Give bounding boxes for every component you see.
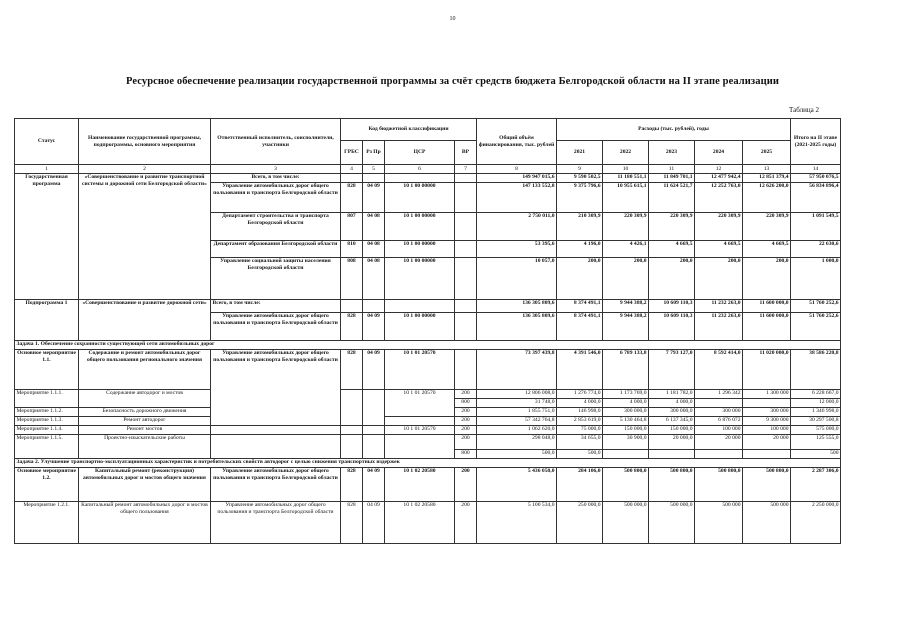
row-csr: 10 1 02 20580	[385, 501, 455, 543]
row-vr: 200	[455, 407, 477, 416]
row-2023: 220 309,9	[649, 212, 695, 240]
row-2024: 4 669,5	[695, 240, 743, 257]
row-itogo: 2 250 000,0	[791, 501, 841, 543]
row-2021: 1 276 774,0	[557, 389, 603, 398]
row-2022: 300 000,0	[603, 407, 649, 416]
row-grbs: 828	[341, 182, 363, 212]
row-rz: 04 09	[363, 467, 385, 501]
row-2025: 500 000	[743, 501, 791, 543]
col-number: 1	[15, 165, 79, 174]
row-csr: 10 1 00 00000	[385, 257, 455, 299]
row-2024: 1 296 342	[695, 389, 743, 398]
col-number: 9	[557, 165, 603, 174]
row-status: Подпрограмма 1	[15, 299, 79, 340]
row-itogo: 22 630,6	[791, 240, 841, 257]
row-itogo: 500	[791, 449, 841, 458]
row-2025: 500 800,0	[743, 467, 791, 501]
row-vr: 200	[455, 467, 477, 501]
row-2021: 9 375 796,6	[557, 182, 603, 212]
task-2-title: Задача 2. Улучшение транспортно-эксплуатационных характеристик и потребительских свойств автодорог с целью снижения транспортных издержек	[15, 458, 841, 467]
row-itogo: 1 000,0	[791, 257, 841, 299]
row-grbs: 828	[341, 312, 363, 340]
row-itogo: 56 834 896,4	[791, 182, 841, 212]
col-number: 2	[79, 165, 211, 174]
row-total: 57 342 764,8	[477, 416, 557, 425]
row-name: Содержание автодорог и мостов	[79, 389, 211, 407]
row-itogo: 30 297 500,8	[791, 416, 841, 425]
row-status: Основное мероприятие 1.2.	[15, 467, 79, 501]
resource-table	[14, 118, 841, 544]
header-name: Наименование государственной программы, подпрограммы, основного мероприятия	[79, 119, 211, 165]
row-2022: 11 180 551,1	[603, 173, 649, 182]
row-2024: 20 000	[695, 434, 743, 449]
row-2023: 10 609 110,3	[649, 299, 695, 312]
row-csr: 10 1 01 20570	[385, 349, 455, 389]
row-grbs: 828	[341, 349, 363, 389]
row-2025: 11 600 000,0	[743, 312, 791, 340]
header-csr: ЦСР	[385, 141, 455, 165]
row-2022: 220 309,9	[603, 212, 649, 240]
row-2023: 10 609 110,3	[649, 312, 695, 340]
header-status: Статус	[15, 119, 79, 165]
row-2024: 500 000	[695, 501, 743, 543]
row-status: Государственная программа	[15, 173, 79, 299]
row-2021: 2 853 619,0	[557, 416, 603, 425]
row-2025: 20 000	[743, 434, 791, 449]
row-vr: 800	[455, 449, 477, 458]
row-2025: 4 669,5	[743, 240, 791, 257]
row-grbs: 808	[341, 257, 363, 299]
row-itogo: 38 586 220,8	[791, 349, 841, 389]
column-numbers-row	[15, 165, 841, 174]
row-vr: 800	[455, 398, 477, 407]
row-2021: 9 590 502,5	[557, 173, 603, 182]
row-2022: 1 173 769,0	[603, 389, 649, 398]
row-2023: 200,0	[649, 257, 695, 299]
row-2022: 9 944 388,2	[603, 299, 649, 312]
row-total: 73 397 439,8	[477, 349, 557, 389]
row-2021: 34 655,0	[557, 434, 603, 449]
row-2024: 11 232 263,0	[695, 312, 743, 340]
header-2023: 2023	[649, 141, 695, 165]
header-itogo: Итого на II этапе (2021-2025 годы)	[791, 119, 841, 165]
row-executor: Департамент образования Белгородской области	[211, 240, 341, 257]
col-number: 5	[363, 165, 385, 174]
row-csr: 10 1 00 00000	[385, 212, 455, 240]
row-2025: 300 000	[743, 407, 791, 416]
row-total: 5 100 534,0	[477, 501, 557, 543]
row-2022: 500 000,0	[603, 501, 649, 543]
table-row	[15, 173, 841, 182]
row-csr: 10 1 01 20570	[385, 425, 455, 434]
row-rz: 04 08	[363, 240, 385, 257]
row-2022: 10 955 615,1	[603, 182, 649, 212]
row-name: Ремонт автодорог	[79, 416, 211, 425]
row-2023: 6 137 345,0	[649, 416, 695, 425]
row-2022: 200,0	[603, 257, 649, 299]
row-total: 1 062 620,0	[477, 425, 557, 434]
row-status: Мероприятие 1.1.2.	[15, 407, 79, 416]
row-grbs: 810	[341, 240, 363, 257]
row-itogo: 6 228 667,0	[791, 389, 841, 398]
row-total: 147 133 552,0	[477, 182, 557, 212]
row-name: Капитальный ремонт автомобильных дорог и мостов общего пользования	[79, 501, 211, 543]
row-total: 136 305 809,6	[477, 312, 557, 340]
row-2022: 9 944 388,2	[603, 312, 649, 340]
row-2023: 1 181 782,0	[649, 389, 695, 398]
row-itogo: 2 287 306,0	[791, 467, 841, 501]
row-2024: 12 252 763,0	[695, 182, 743, 212]
row-2021: 210 309,9	[557, 212, 603, 240]
row-2025: 11 600 000,0	[743, 299, 791, 312]
row-2025: 9 300 000	[743, 416, 791, 425]
row-2023: 4 669,5	[649, 240, 695, 257]
header-executor: Ответственный исполнитель, соисполнители, участники	[211, 119, 341, 165]
row-vr: 200	[455, 416, 477, 425]
row-2025: 200,0	[743, 257, 791, 299]
row-2022: 4 000,0	[603, 398, 649, 407]
row-2022: 5 130 464,8	[603, 416, 649, 425]
row-2021: 4 000,0	[557, 398, 603, 407]
row-2021: 200,0	[557, 257, 603, 299]
row-2025: 12 626 200,0	[743, 182, 791, 212]
table-row	[15, 389, 841, 398]
row-2024: 100 000	[695, 425, 743, 434]
row-total: 1 855 751,0	[477, 407, 557, 416]
row-status: Мероприятие 1.2.1.	[15, 501, 79, 543]
row-2021: 8 374 491,1	[557, 312, 603, 340]
row-itogo: 1 091 549,5	[791, 212, 841, 240]
row-name: Содержание и ремонт автомобильных дорог общего пользования регионального значения	[79, 349, 211, 389]
col-number: 7	[455, 165, 477, 174]
row-2023: 500 800,0	[649, 467, 695, 501]
task-1-title: Задача 1. Обеспечение сохранности существующей сети автомобильных дорог	[15, 340, 841, 349]
col-number: 6	[385, 165, 455, 174]
row-itogo: 57 950 076,5	[791, 173, 841, 182]
row-total: 10 057,0	[477, 257, 557, 299]
task-row	[15, 340, 841, 349]
row-rz: 04 09	[363, 182, 385, 212]
row-executor: Управление автомобильных дорог общего пользования и транспорта Белгородской области	[211, 501, 341, 543]
row-total: 31 748,0	[477, 398, 557, 407]
row-itogo: 51 760 252,6	[791, 312, 841, 340]
row-2023: 150 000,0	[649, 425, 695, 434]
row-rz: 04 09	[363, 501, 385, 543]
row-2023: 7 793 127,0	[649, 349, 695, 389]
row-2023: 4 000,0	[649, 398, 695, 407]
row-2023: 300 000,0	[649, 407, 695, 416]
row-2024: 300 000	[695, 407, 743, 416]
row-2022: 500 800,0	[603, 467, 649, 501]
row-total: 2 750 011,0	[477, 212, 557, 240]
row-total: 136 305 809,6	[477, 299, 557, 312]
table-label: Таблица 2	[789, 106, 819, 114]
row-2023: 500 000,0	[649, 501, 695, 543]
row-2024: 500 800,0	[695, 467, 743, 501]
page-number: 10	[449, 16, 456, 22]
row-executor: Управление социальной защиты населения Белгородской области	[211, 257, 341, 299]
header-expenses: Расходы (тыс. рублей), годы	[557, 119, 791, 141]
row-total: 12 806 008,0	[477, 389, 557, 398]
row-2023: 11 849 701,1	[649, 173, 695, 182]
col-number: 8	[477, 165, 557, 174]
table-row	[15, 467, 841, 501]
row-name: «Совершенствование и развитие дорожной сети»	[79, 299, 211, 340]
row-2025: 12 851 379,4	[743, 173, 791, 182]
row-csr: 10 1 00 00000	[385, 182, 455, 212]
row-executor: Всего, в том числе:	[211, 299, 341, 312]
table-row	[15, 434, 841, 449]
row-rz: 04 08	[363, 257, 385, 299]
row-2021: 8 374 491,1	[557, 299, 603, 312]
row-total: 5 436 050,0	[477, 467, 557, 501]
row-2024: 6 876 072	[695, 416, 743, 425]
row-2021: 250 000,0	[557, 501, 603, 543]
row-2024: 11 232 263,0	[695, 299, 743, 312]
header-2025: 2025	[743, 141, 791, 165]
row-executor: Управление автомобильных дорог общего пользования и транспорта Белгородской области	[211, 182, 341, 212]
row-csr: 10 1 01 20570	[385, 389, 455, 416]
row-vr: 200	[455, 434, 477, 449]
row-csr: 10 1 00 00000	[385, 312, 455, 340]
row-total: 149 947 015,6	[477, 173, 557, 182]
col-number: 3	[211, 165, 341, 174]
header-vr: ВР	[455, 141, 477, 165]
row-itogo: 575 000,0	[791, 425, 841, 434]
row-2025: 100 000	[743, 425, 791, 434]
row-rz: 04 09	[363, 312, 385, 340]
row-vr: 200	[455, 501, 477, 543]
row-itogo: 12 000,0	[791, 398, 841, 407]
row-2022: 6 789 133,8	[603, 349, 649, 389]
col-number: 11	[649, 165, 695, 174]
row-2023: 20 000,0	[649, 434, 695, 449]
row-2021: 4 196,0	[557, 240, 603, 257]
row-2025: 1 300 000	[743, 389, 791, 398]
row-csr: 10 1 02 20580	[385, 467, 455, 501]
table-row	[15, 416, 841, 425]
row-grbs: 828	[341, 501, 363, 543]
row-executor: Департамент строительства и транспорта Белгородской области	[211, 212, 341, 240]
col-number: 14	[791, 165, 841, 174]
row-name: Ремонт мостов	[79, 425, 211, 434]
header-row-1	[15, 119, 841, 141]
row-itogo: 51 760 252,6	[791, 299, 841, 312]
header-2024: 2024	[695, 141, 743, 165]
row-2024: 8 592 414,0	[695, 349, 743, 389]
row-2021: 4 391 546,0	[557, 349, 603, 389]
row-2024: 12 477 942,4	[695, 173, 743, 182]
header-budget-code: Код бюджетной классификации	[341, 119, 477, 141]
row-name: Безопасность дорожного движения	[79, 407, 211, 416]
row-2021: 75 000,0	[557, 425, 603, 434]
row-2024: 220 309,9	[695, 212, 743, 240]
col-number: 4	[341, 165, 363, 174]
row-rz: 04 08	[363, 212, 385, 240]
header-rz-pr: Рз Пр	[363, 141, 385, 165]
page-title: Ресурсное обеспечение реализации государственной программы за счёт средств бюджета Белгородской области на II этапе реализации	[125, 76, 780, 87]
row-name: Капитальный ремонт (реконструкция) автомобильных дорог и мостов общего значения	[79, 467, 211, 501]
task-row	[15, 458, 841, 467]
row-executor: Управление автомобильных дорог общего пользования и транспорта Белгородской области	[211, 467, 341, 501]
row-vr: 200	[455, 425, 477, 434]
row-grbs: 807	[341, 212, 363, 240]
row-2025: 220 309,9	[743, 212, 791, 240]
row-2021: 500,0	[557, 449, 603, 458]
row-total: 500,0	[477, 449, 557, 458]
row-executor: Управление автомобильных дорог общего пользования и транспорта Белгородской области	[211, 349, 341, 425]
row-rz: 04 09	[363, 349, 385, 389]
row-grbs: 828	[341, 467, 363, 501]
header-2022: 2022	[603, 141, 649, 165]
row-2022: 4 426,1	[603, 240, 649, 257]
row-status: Мероприятие 1.1.3.	[15, 416, 79, 425]
row-2025: 11 020 000,0	[743, 349, 791, 389]
table-row	[15, 299, 841, 312]
row-status: Основное мероприятие 1.1.	[15, 349, 79, 389]
row-executor: Управление автомобильных дорог общего пользования и транспорта Белгородской области	[211, 312, 341, 340]
row-status: Мероприятие 1.1.5.	[15, 434, 79, 458]
row-name: Проектно-изыскательские работы	[79, 434, 211, 458]
table-row	[15, 349, 841, 389]
col-number: 10	[603, 165, 649, 174]
row-2023: 11 624 521,7	[649, 182, 695, 212]
row-vr: 200	[455, 389, 477, 398]
row-status: Мероприятие 1.1.4.	[15, 425, 79, 434]
row-itogo: 1 346 998,0	[791, 407, 841, 416]
row-csr: 10 1 00 00000	[385, 240, 455, 257]
row-total: 298 048,0	[477, 434, 557, 449]
row-2021: 284 106,0	[557, 467, 603, 501]
col-number: 13	[743, 165, 791, 174]
row-2022: 150 000,0	[603, 425, 649, 434]
row-status: Мероприятие 1.1.1.	[15, 389, 79, 407]
row-executor: Всего, в том числе:	[211, 173, 341, 182]
row-2021: 146 998,0	[557, 407, 603, 416]
row-name: «Совершенствование и развитие транспортной системы и дорожной сети Белгородской области»	[79, 173, 211, 299]
table-row	[15, 425, 841, 434]
col-number: 12	[695, 165, 743, 174]
row-total: 53 395,6	[477, 240, 557, 257]
header-2021: 2021	[557, 141, 603, 165]
row-itogo: 125 555,0	[791, 434, 841, 449]
header-grbs: ГРБС	[341, 141, 363, 165]
row-2022: 30 900,0	[603, 434, 649, 449]
table-row	[15, 501, 841, 543]
row-2024: 200,0	[695, 257, 743, 299]
header-total: Общий объём финансирования, тыс. рублей	[477, 119, 557, 165]
